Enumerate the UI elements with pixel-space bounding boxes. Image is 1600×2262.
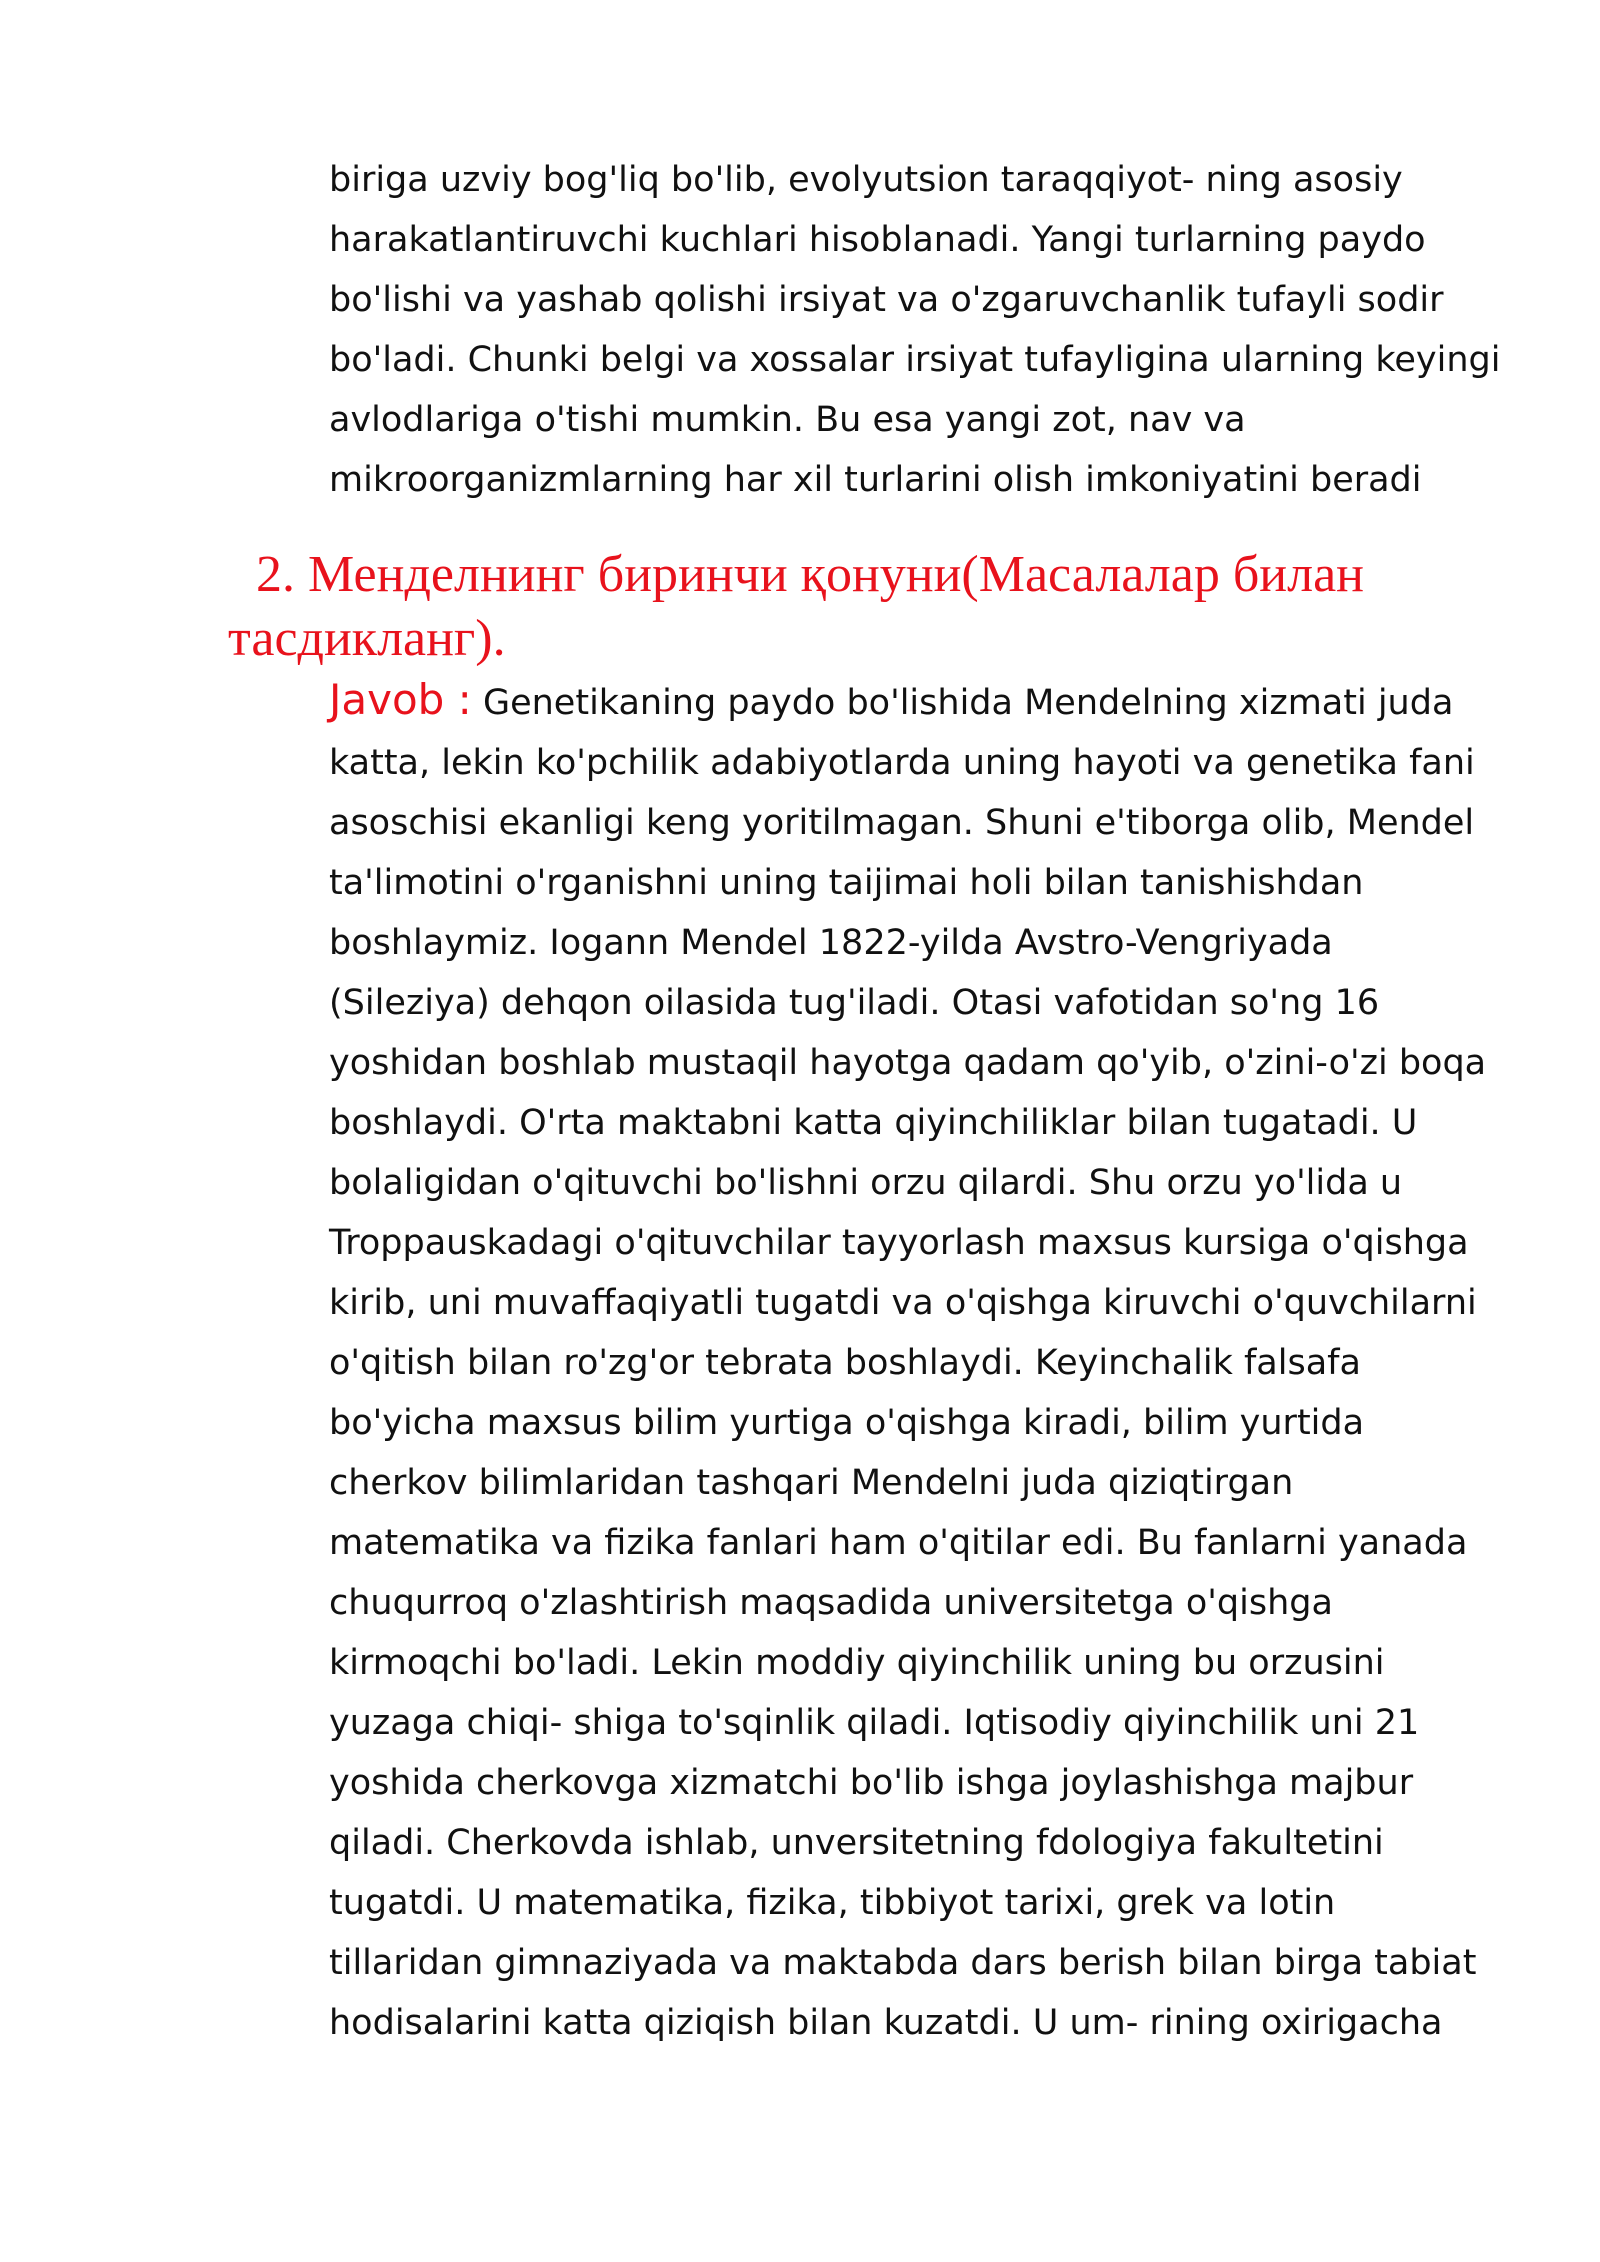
- answer-line: o'qitish bilan ro'zg'or tebrata boshlaydi. Keyinchalik falsafa: [329, 1343, 1361, 1383]
- answer-line: kirib, uni muvaffaqiyatli tugatdi va o'qishga kiruvchi o'quvchilarni: [329, 1283, 1477, 1323]
- intro-paragraph: [329, 150, 1501, 510]
- answer-line: ta'limotini o'rganishni uning taijimai holi bilan tanishishdan: [329, 863, 1364, 903]
- intro-line: harakatlantiruvchi kuchlari hisoblanadi. Yangi turlarning paydo: [329, 220, 1426, 260]
- answer-line: bo'yicha maxsus bilim yurtiga o'qishga kiradi, bilim yurtida: [329, 1403, 1365, 1443]
- intro-line: mikroorganizmlarning har xil turlarini olish imkoniyatini beradi: [329, 460, 1422, 500]
- answer-line: katta, lekin ko'pchilik adabiyotlarda uning hayoti va genetika fani: [329, 743, 1475, 783]
- answer-line: boshlaydi. O'rta maktabni katta qiyinchiliklar bilan tugatadi. U: [329, 1103, 1418, 1143]
- answer-line: chuqurroq o'zlashtirish maqsadida universitetga o'qishga: [329, 1583, 1333, 1623]
- answer-line: qiladi. Cherkovda ishlab, unversitetning fdologiya fakultetini: [329, 1823, 1384, 1863]
- answer-line: kirmoqchi bo'ladi. Lekin moddiy qiyinchilik uning bu orzusini: [329, 1643, 1385, 1683]
- answer-line: yoshida cherkovga xizmatchi bo'lib ishga joylashishga majbur: [329, 1763, 1414, 1803]
- answer-label: Javob :: [329, 675, 472, 724]
- answer-line: tillaridan gimnaziyada va maktabda dars berish bilan birga tabiat: [329, 1943, 1477, 1983]
- answer-line: boshlaymiz. Iogann Mendel 1822-yilda Avstro-Vengriyada: [329, 923, 1333, 963]
- question-heading-line-1: 2. Менделнинг биринчи қонуни(Масалалар билан: [256, 546, 1364, 603]
- answer-line: matematika va fizika fanlari ham o'qitilar edi. Bu fanlarni yanada: [329, 1523, 1468, 1563]
- intro-line: avlodlariga o'tishi mumkin. Bu esa yangi zot, nav va: [329, 400, 1246, 440]
- answer-line: Troppauskadagi o'qituvchilar tayyorlash maxsus kursiga o'qishga: [329, 1223, 1469, 1263]
- answer-line: hodisalarini katta qiziqish bilan kuzatdi. U um- rining oxirigacha: [329, 2003, 1443, 2043]
- answer-line: cherkov bilimlaridan tashqari Mendelni juda qiziqtirgan: [329, 1463, 1294, 1503]
- answer-first-line-text: Genetikaning paydo bo'lishida Mendelning xizmati juda: [471, 683, 1454, 723]
- answer-line: asoschisi ekanligi keng yoritilmagan. Shuni e'tiborga olib, Mendel: [329, 803, 1475, 843]
- answer-line: yuzaga chiqi- shiga to'sqinlik qiladi. Iqtisodiy qiyinchilik uni 21: [329, 1703, 1420, 1743]
- answer-line: yoshidan boshlab mustaqil hayotga qadam qo'yib, o'zini-o'zi boqa: [329, 1043, 1487, 1083]
- answer-first-line: [329, 670, 1479, 733]
- intro-line: bo'ladi. Chunki belgi va xossalar irsiyat tufayligina ularning keyingi: [329, 340, 1501, 380]
- intro-line: bo'lishi va yashab qolishi irsiyat va o'zgaruvchanlik tufayli sodir: [329, 280, 1444, 320]
- answer-line: bolaligidan o'qituvchi bo'lishni orzu qilardi. Shu orzu yo'lida u: [329, 1163, 1403, 1203]
- answer-line: tugatdi. U matematika, fizika, tibbiyot tarixi, grek va lotin: [329, 1883, 1336, 1923]
- question-heading-line-2: тасдикланг).: [228, 610, 506, 667]
- intro-line: biriga uzviy bog'liq bo'lib, evolyutsion taraqqiyot- ning asosiy: [329, 160, 1403, 200]
- answer-line: (Sileziya) dehqon oilasida tug'iladi. Otasi vafotidan so'ng 16: [329, 983, 1380, 1023]
- answer-paragraph: [329, 670, 1487, 2053]
